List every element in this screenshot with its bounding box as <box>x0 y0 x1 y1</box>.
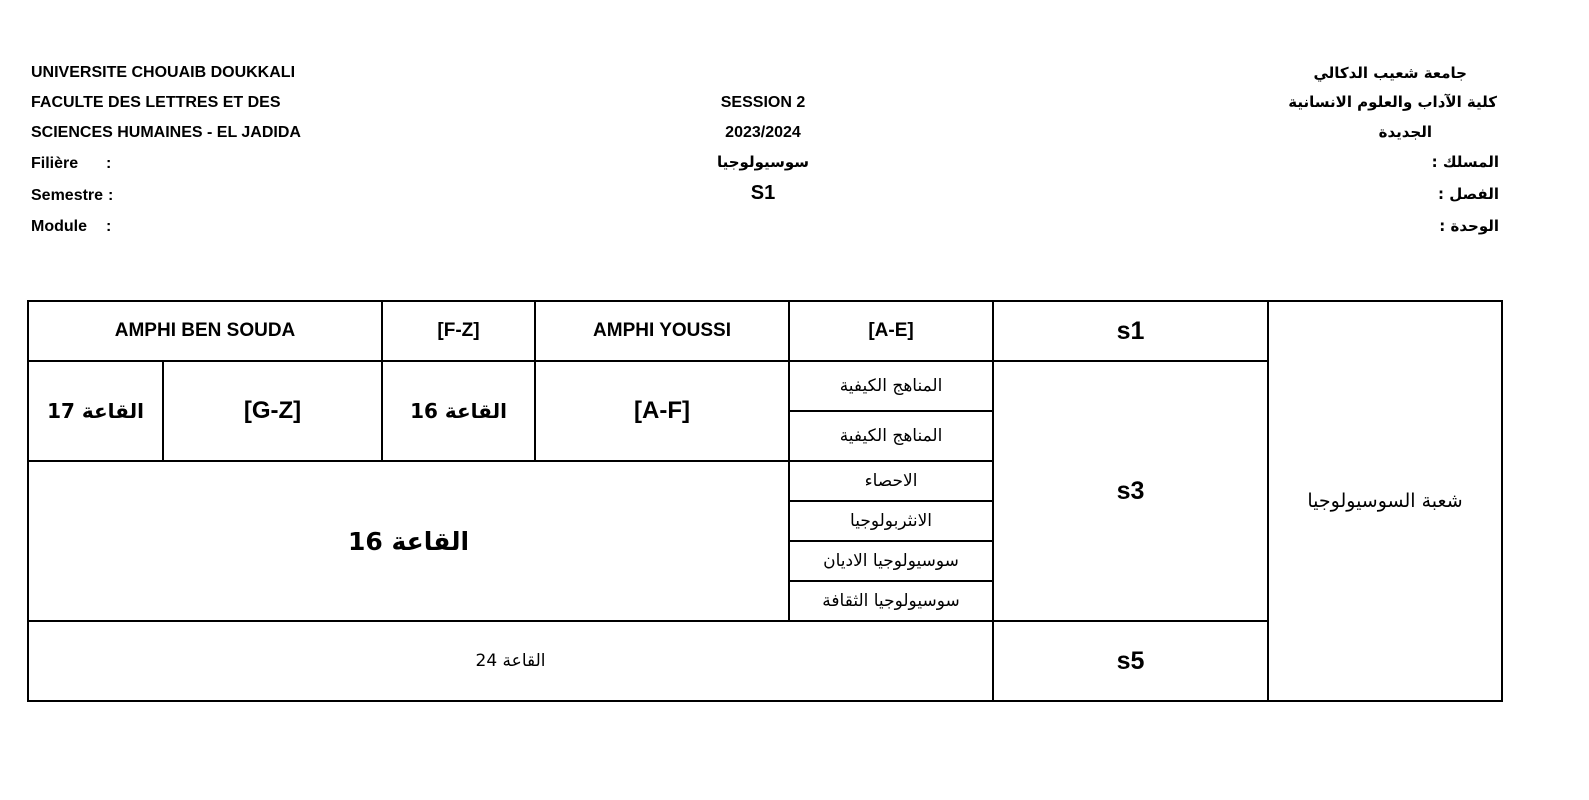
s3-module: الانثربولوجيا <box>789 501 993 541</box>
s1-group-1: [A-E] <box>789 301 993 361</box>
s1-row <box>28 301 1502 361</box>
semester-s3: s3 <box>993 361 1268 621</box>
faculty-name-line2: SCIENCES HUMAINES - EL JADIDA <box>31 124 301 141</box>
s3-module: سوسيولوجيا الثقافة <box>789 581 993 621</box>
s3-group-1: [A-F] <box>535 361 789 461</box>
s1-room-1: AMPHI YOUSSI <box>535 301 789 361</box>
department-name: شعبة السوسيولوجيا <box>1268 301 1502 701</box>
s3-room-all: القاعة 16 <box>28 461 789 621</box>
semestre-label: Semestre <box>31 187 104 204</box>
semester-s1: s1 <box>993 301 1268 361</box>
s3-module: المناهج الكيفية <box>789 361 993 411</box>
s5-room: القاعة 24 <box>28 621 993 701</box>
s1-group-2: [F-Z] <box>382 301 535 361</box>
university-name: UNIVERSITE CHOUAIB DOUKKALI <box>31 64 296 81</box>
faculty-name-ar: كلية الآداب والعلوم الانسانية <box>1288 93 1497 111</box>
filiere-label: Filière <box>31 155 79 172</box>
filiere-value: سوسيولوجيا <box>716 153 810 171</box>
filiere-colon: : <box>106 155 112 172</box>
s3-group-2: [G-Z] <box>163 361 382 461</box>
exam-room-table <box>27 300 1503 702</box>
session-title: SESSION 2 <box>720 94 806 111</box>
module-colon: : <box>106 218 112 235</box>
city-ar: الجديدة <box>1378 123 1432 141</box>
semestre-colon: : <box>108 187 114 204</box>
module-label-ar: الوحدة : <box>1439 217 1499 235</box>
s3-room-1: القاعة 16 <box>382 361 535 461</box>
s3-module: سوسيولوجيا الاديان <box>789 541 993 581</box>
filiere-label-ar: المسلك : <box>1431 153 1499 171</box>
semester-s5: s5 <box>993 621 1268 701</box>
university-name-ar: جامعة شعيب الدكالي <box>1313 64 1467 82</box>
module-label: Module <box>31 218 87 235</box>
academic-year: 2023/2024 <box>725 124 801 141</box>
s1-room-2: AMPHI BEN SOUDA <box>28 301 382 361</box>
faculty-name-line1: FACULTE DES LETTRES ET DES <box>31 94 281 111</box>
semestre-label-ar: الفصل : <box>1438 185 1499 203</box>
s3-room-2: القاعة 17 <box>28 361 163 461</box>
s3-module: المناهج الكيفية <box>789 411 993 461</box>
semester-value: S1 <box>750 182 776 204</box>
s3-module: الاحصاء <box>789 461 993 501</box>
